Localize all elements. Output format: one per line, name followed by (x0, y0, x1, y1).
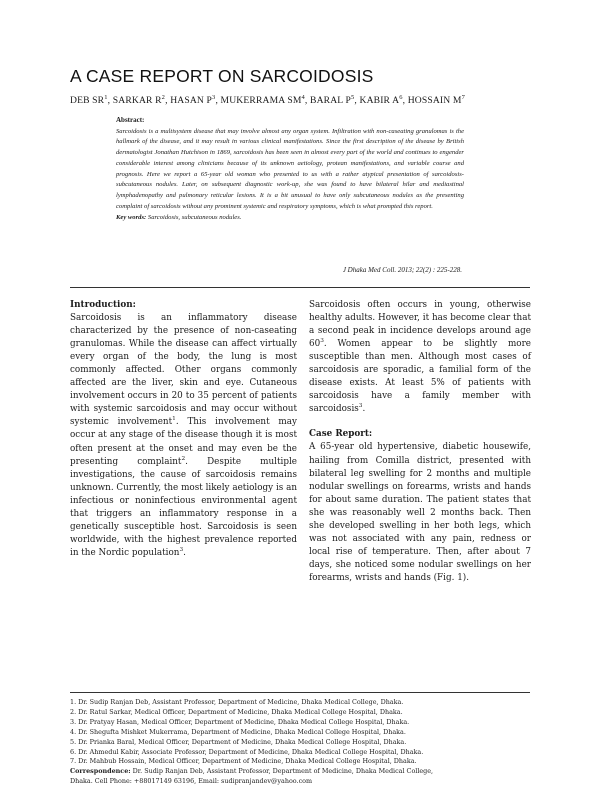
keywords (116, 213, 464, 224)
footnote-item: 3. Dr. Pratyay Hasan, Medical Officer, Department of Medicine, Dhaka Medical College Hospital, Dhaka. (70, 717, 410, 726)
header-divider (70, 287, 530, 288)
author: MUKERRAMA $SM^4$ (220, 94, 305, 107)
author-list: DEB $SR^1$, SARKAR $R^2$, HASAN $P^3$, MUKERRAMA $SM^4$, BARAL $P^5$, KABIR $A^6$, HOSSAIN $M^7$ (70, 94, 465, 107)
keywords-label: Key words: (116, 214, 147, 222)
author: DEB $SR^1$ (70, 94, 108, 107)
introduction-text: Sarcoidosis is an inflammatory disease characterized by the presence of non-caseating granulomas. While the disease can affect virtually every organ of the body, the lung is most commonly affected. Other organs commonly affected are the liver, skin and eye. Cutaneous involvement occurs in 20 to 35 percent of patients with systemic sarcoidosis and may occur without systemic involvement$^1$. This involvement may occur at any stage of the disease though it is most often present at the onset and may even be the presenting complaint$^2$. Despite multiple investigations, the cause of sarcoidosis remains unknown. Currently, the most likely aetiology is an infectious or noninfectious environmental agent that triggers an inflammatory response in a genetically susceptible host. Sarcoidosis is seen worldwide, with the highest prevalence reported in the Nordic population$^3$. (70, 313, 297, 558)
right-column (309, 299, 531, 585)
introduction-heading: Introduction: (70, 300, 136, 310)
left-column (70, 299, 297, 560)
abstract (116, 115, 464, 224)
footnote-item: 1. Dr. Sudip Ranjan Deb, Assistant Professor, Department of Medicine, Dhaka Medical College, Dhaka. (70, 698, 404, 706)
correspondence-label: Correspondence: (70, 767, 131, 776)
footnote-divider (70, 692, 530, 693)
footnote-item: 4. Dr. Shegufta Mishket Mukerrama, Department of Medicine, Dhaka Medical College Hospital, Dhaka. (70, 727, 406, 736)
case-report-text: A 65-year old hypertensive, diabetic housewife, hailing from Comilla district, presented with bilateral leg swelling for 2 months and multiple nodular swellings on forearms, wrists and hands for about same duration. The patient states that she was reasonably well 2 months back. Then she developed swelling in her both legs, which was not associated with any pain, redness or local rise of temperature. Then, after about 7 days, she noticed some nodular swellings on her forearms, wrists and hands (Fig. 1). (309, 442, 531, 583)
case-report-heading: Case Report: (309, 429, 373, 440)
footnote-item: 2. Dr. Ratul Sarkar, Medical Officer, Department of Medicine, Dhaka Medical College Hospital, Dhaka. (70, 707, 403, 716)
footnote-item: 6. Dr. Ahmedul Kabir, Associate Professor, Department of Medicine, Dhaka Medical College Hospital, Dhaka. (70, 747, 424, 756)
author: BARAL $P^5$ (310, 94, 355, 107)
abstract-heading: Abstract: (116, 116, 145, 124)
footnote-item: 7. Dr. Mahbub Hossain, Medical Officer, Department of Medicine, Dhaka Medical College Hospital, Dhaka. (70, 757, 417, 766)
author: HASAN $P^3$ (170, 94, 216, 107)
paper-title: A CASE REPORT ON SARCOIDOSIS (70, 66, 374, 86)
footnotes (70, 698, 540, 787)
author: HOSSAIN $M^7$ (407, 94, 465, 107)
footnote-item: 5. Dr. Prianka Baral, Medical Officer, Department of Medicine, Dhaka Medical College Hospital, Dhaka. (70, 737, 407, 746)
keywords-text: Sarcoidosis, subcutaneous nodules. (147, 214, 242, 222)
author: KABIR $A^6$ (359, 94, 403, 107)
author: SARKAR $R^2$ (112, 94, 166, 107)
correspondence-contact: Dhaka. Cell Phone: +88017149 63196, Email: sudipranjandev@yahoo.com (70, 777, 313, 786)
correspondence-text: Dr. Sudip Ranjan Deb, Assistant Professor, Department of Medicine, Dhaka Medical College, (130, 767, 434, 776)
abstract-text: Sarcoidosis is a multisystem disease that may involve almost any organ system. Infiltration with non-caseating granulomas is the hallmark of the disease, and it may result in various clinical manifestations. Since the first description of the disease by British dermatologist Jonathan Hutchison in 1869, sarcoidosis has been seen in almost every part of the world and continues to engender considerable interest among clinicians because of its unknown aetiology, protean manifestations, and variable course and prognosis. Here we report a 65-year old woman who presented to us with a rather atypical presentation of sarcoidosis- subcutaneous nodules. Later, on subsequent diagnostic work-up, she was found to have bilateral hilar and mediastinal lymphadenopathy and pulmonary reticular lesions. It is a bit unusual to have only subcutaneous nodules as the presenting complaint of sarcoidosis without any prominent systemic and respiratory symptoms, which is what prompted this report. (116, 127, 464, 210)
journal-citation: J Dhaka Med Coll. 2013; 22(2) : 225-228. (342, 266, 462, 274)
introduction-continued: Sarcoidosis often occurs in young, otherwise healthy adults. However, it has become clear that a second peak in incidence develops around age $60^3$. Women appear to be slightly more susceptible than men. Although most cases of sarcoidosis are sporadic, a familial form of the disease exists. At least 5% of patients with sarcoidosis have a family member with sarcoidosis$^3$. (309, 300, 531, 415)
